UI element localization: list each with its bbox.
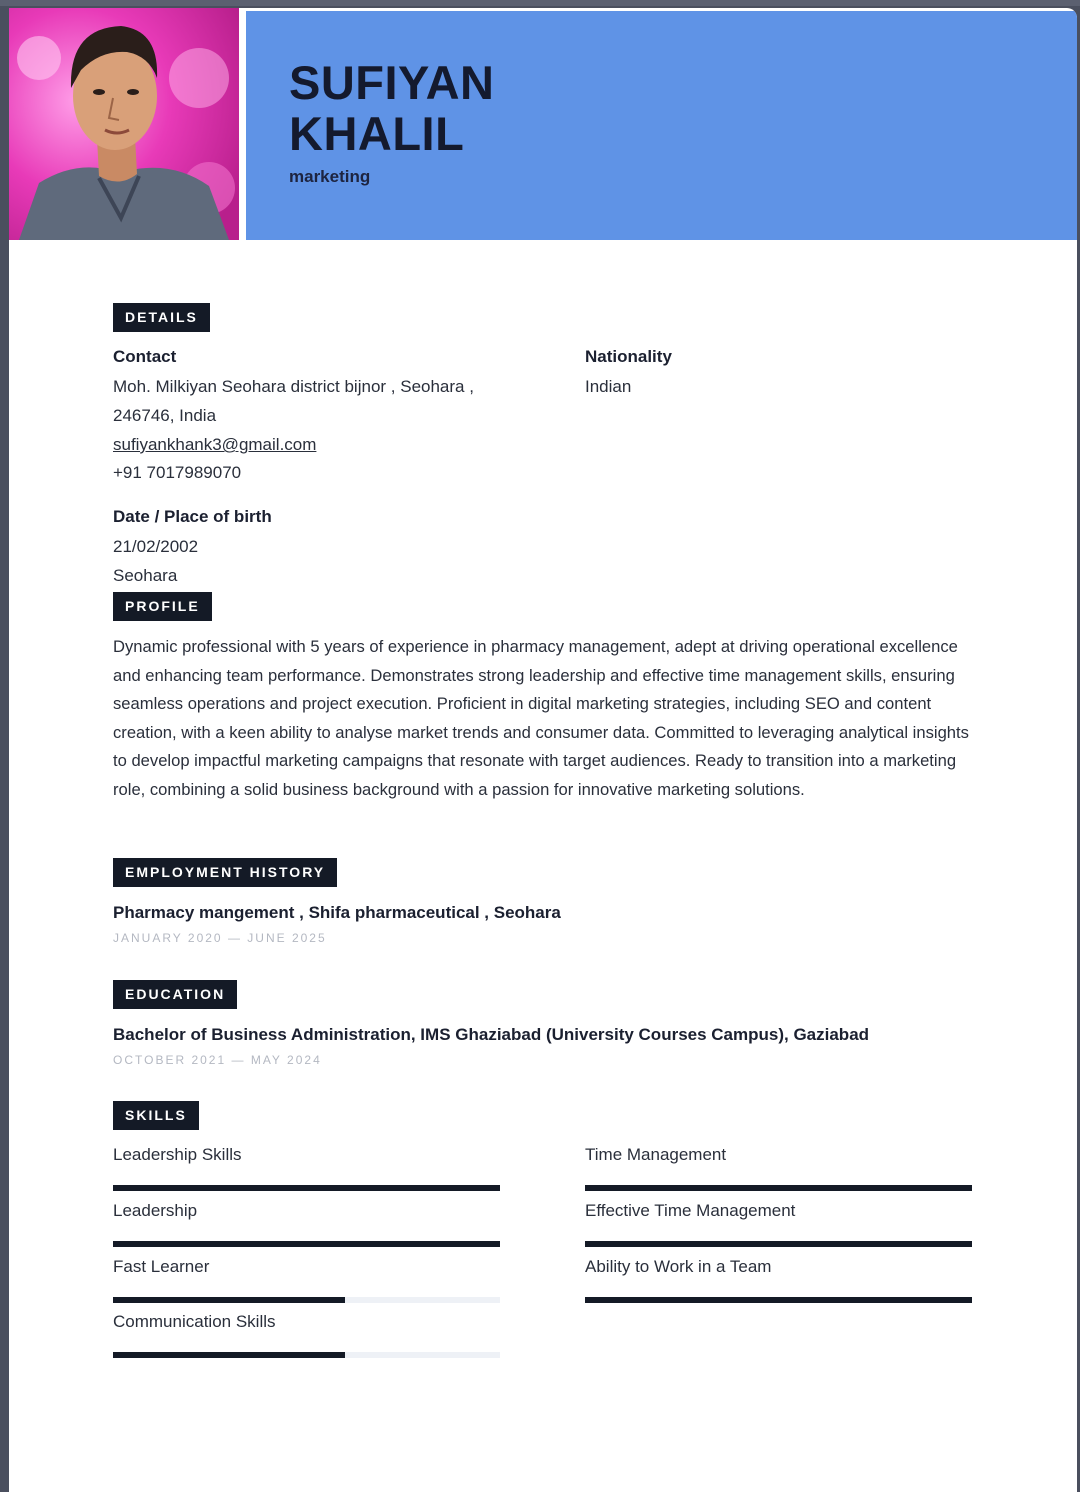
skill-label: Communication Skills xyxy=(113,1312,276,1331)
phone-number: +91 7017989070 xyxy=(113,463,242,482)
skill-item xyxy=(113,1145,500,1191)
skill-bar-fill xyxy=(113,1297,345,1303)
contact-label: Contact xyxy=(113,347,177,366)
skill-bar xyxy=(113,1352,500,1358)
employment-dates: JANUARY 2020 — JUNE 2025 xyxy=(113,931,327,945)
job-role: marketing xyxy=(289,167,371,186)
skill-bar-fill xyxy=(585,1297,972,1303)
profile-summary: Dynamic professional with 5 years of experience in pharmacy management, adept at driving operational excellence and enhancing team performance. Demonstrates strong leadership and effective time management skills, ensuring seamless operations and project execution. Proficient in digital marketing strategies, including SEO and content creation, with a keen ability to analyse market trends and consumer data. Committed to leveraging analytical insights to develop impactful marketing campaigns that resonate with target audiences. Ready to transition into a marketing role, combining a solid business background with a passion for innovative marketing solutions. xyxy=(113,637,969,799)
employment-heading: EMPLOYMENT HISTORY xyxy=(113,858,337,887)
skill-bar xyxy=(113,1241,500,1247)
skills-heading: SKILLS xyxy=(113,1101,199,1130)
education-dates: OCTOBER 2021 — MAY 2024 xyxy=(113,1053,322,1067)
profile-photo xyxy=(9,8,239,240)
employment-title: Pharmacy mangement , Shifa pharmaceutical , Seohara xyxy=(113,903,561,922)
profile-heading: PROFILE xyxy=(113,592,212,621)
birth-label: Date / Place of birth xyxy=(113,507,272,526)
skill-bar xyxy=(585,1241,972,1247)
email-link[interactable]: sufiyankhank3@gmail.com xyxy=(113,435,317,454)
header-band xyxy=(246,11,1077,240)
skill-bar xyxy=(113,1185,500,1191)
address-line-2: 246746, India xyxy=(113,406,217,425)
skill-bar-fill xyxy=(585,1241,972,1247)
skill-label: Effective Time Management xyxy=(585,1201,796,1220)
skill-bar xyxy=(585,1185,972,1191)
skill-bar-fill xyxy=(113,1185,500,1191)
window-top-strip xyxy=(0,0,1080,6)
skill-item xyxy=(585,1257,972,1303)
skill-item xyxy=(113,1312,500,1358)
skill-item xyxy=(113,1257,500,1303)
skill-bar-fill xyxy=(113,1241,500,1247)
nationality-value: Indian xyxy=(585,377,632,396)
skill-label: Ability to Work in a Team xyxy=(585,1257,772,1276)
skill-bar xyxy=(113,1297,500,1303)
birth-date: 21/02/2002 xyxy=(113,537,199,556)
skill-bar-fill xyxy=(113,1352,345,1358)
birth-place: Seohara xyxy=(113,566,178,585)
skill-label: Time Management xyxy=(585,1145,727,1164)
skill-label: Leadership xyxy=(113,1201,198,1220)
skill-item xyxy=(585,1145,972,1191)
candidate-name xyxy=(289,57,494,159)
education-title: Bachelor of Business Administration, IMS Ghaziabad (University Courses Campus), Gaziabad xyxy=(113,1025,870,1044)
skill-bar xyxy=(585,1297,972,1303)
address-line-1: Moh. Milkiyan Seohara district bijnor , Seohara , xyxy=(113,377,474,396)
details-heading: DETAILS xyxy=(113,303,210,332)
first-name: SUFIYAN xyxy=(289,56,495,109)
skill-bar-fill xyxy=(585,1185,972,1191)
resume-page xyxy=(9,8,1077,1492)
nationality-label: Nationality xyxy=(585,347,672,366)
education-heading: EDUCATION xyxy=(113,980,237,1009)
last-name: KHALIL xyxy=(289,107,465,160)
skill-label: Fast Learner xyxy=(113,1257,210,1276)
skill-label: Leadership Skills xyxy=(113,1145,242,1164)
skill-item xyxy=(113,1201,500,1247)
skill-item xyxy=(585,1201,972,1247)
